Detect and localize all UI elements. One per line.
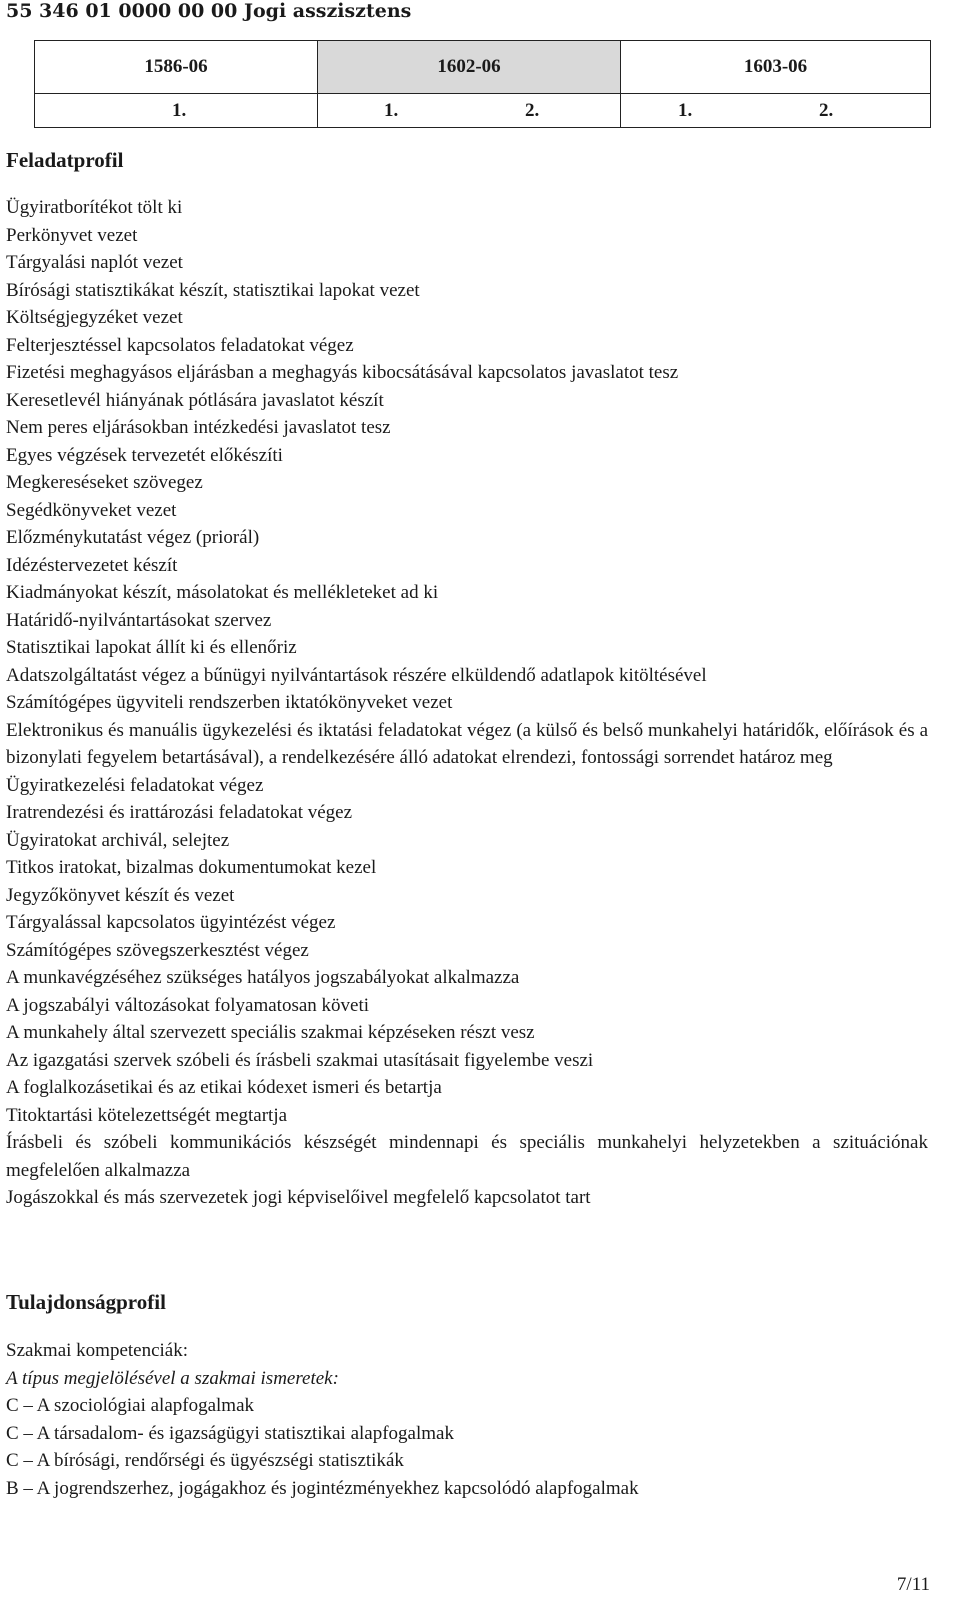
module-number-cell-1 <box>35 94 318 128</box>
module-number: 1. <box>678 100 693 121</box>
list-item: Költségjegyzéket vezet <box>6 307 183 328</box>
list-item: Egyes végzések tervezetét előkészíti <box>6 444 283 466</box>
list-item: Számítógépes szövegszerkesztést végez <box>6 939 309 961</box>
list-item: Jegyzőkönyvet készít és vezet <box>6 884 235 906</box>
list-item: Nem peres eljárásokban intézkedési javaslatot tesz <box>6 417 391 438</box>
module-number-cell-3 <box>621 94 931 128</box>
list-item: A munkavégzéséhez szükséges hatályos jogszabályokat alkalmazza <box>6 967 520 988</box>
list-item: C – A szociológiai alapfogalmak <box>6 1395 255 1416</box>
list-item: Előzménykutatást végez (priorál) <box>6 527 260 548</box>
list-item: C – A bírósági, rendőrségi és ügyészségi statisztikák <box>6 1450 404 1471</box>
module-code-1602-06: 1602-06 <box>318 41 621 94</box>
list-item: Megkereséseket szövegez <box>6 472 203 493</box>
list-item: C – A társadalom- és igazságügyi statisztikai alapfogalmak <box>6 1422 454 1444</box>
list-item: Határidő-nyilvántartásokat szervez <box>6 609 272 631</box>
page-number: 7/11 <box>896 1574 930 1595</box>
module-number: 2. <box>525 100 540 121</box>
module-number: 2. <box>819 100 834 121</box>
list-item: Iratrendezési és irattározási feladatokat végez <box>6 802 353 823</box>
module-number-row <box>35 94 931 128</box>
list-item: Fizetési meghagyásos eljárásban a meghagyás kibocsátásával kapcsolatos javaslatot tesz <box>6 362 679 383</box>
competence-type-note: A típus megjelölésével a szakmai ismeretek: <box>6 1367 339 1389</box>
list-item: Tárgyalási naplót vezet <box>6 252 183 273</box>
list-item: Titkos iratokat, bizalmas dokumentumokat kezel <box>6 857 377 878</box>
list-item: Írásbeli és szóbeli kommunikációs készségét mindennapi és speciális munkahelyi helyzetekben a szituációnak megfelelően alkalmazza <box>6 1132 928 1181</box>
list-item: A jogszabályi változásokat folyamatosan követi <box>6 994 370 1016</box>
module-table <box>34 40 931 128</box>
list-item: Statisztikai lapokat állít ki és ellenőriz <box>6 637 297 658</box>
list-item: Titoktartási kötelezettségét megtartja <box>6 1104 288 1126</box>
document-header-title: 55 346 01 0000 00 00 Jogi asszisztens <box>6 0 412 22</box>
list-item: Kiadmányokat készít, másolatokat és mellékleteket ad ki <box>6 582 439 603</box>
module-number: 1. <box>172 100 187 121</box>
list-item: B – A jogrendszerhez, jogágakhoz és jogintézményekhez kapcsolódó alapfogalmak <box>6 1477 639 1499</box>
list-item: Keresetlevél hiányának pótlására javaslatot készít <box>6 389 384 411</box>
tulajdonsagprofil-section <box>6 1337 928 1502</box>
list-item: Perkönyvet vezet <box>6 224 138 246</box>
list-item: Tárgyalással kapcsolatos ügyintézést végez <box>6 912 336 933</box>
feladatprofil-list <box>6 194 928 1212</box>
list-item: Az igazgatási szervek szóbeli és írásbeli szakmai utasításait figyelembe veszi <box>6 1049 594 1071</box>
list-item: Ügyiratkezelési feladatokat végez <box>6 774 264 796</box>
module-code-1586-06: 1586-06 <box>35 41 318 94</box>
module-code-row <box>35 41 931 94</box>
list-item: Felterjesztéssel kapcsolatos feladatokat végez <box>6 334 354 356</box>
list-item: Jogászokkal és más szervezetek jogi képviselőivel megfelelő kapcsolatot tart <box>6 1187 591 1208</box>
module-number-cell-2 <box>318 94 621 128</box>
list-item: Ügyiratokat archivál, selejtez <box>6 829 230 851</box>
module-code-1603-06: 1603-06 <box>621 41 931 94</box>
list-item: A foglalkozásetikai és az etikai kódexet ismeri és betartja <box>6 1077 442 1098</box>
list-item: Adatszolgáltatást végez a bűnügyi nyilvántartások részére elküldendő adatlapok kitöltésével <box>6 664 707 686</box>
competence-subtitle: Szakmai kompetenciák: <box>6 1340 189 1361</box>
feladatprofil-title: Feladatprofil <box>6 148 124 172</box>
list-item: Ügyiratborítékot tölt ki <box>6 197 183 218</box>
list-item: Számítógépes ügyviteli rendszerben iktatókönyveket vezet <box>6 692 453 713</box>
list-item: Segédkönyveket vezet <box>6 499 177 521</box>
module-number: 1. <box>384 100 399 121</box>
list-item: Elektronikus és manuális ügykezelési és iktatási feladatokat végez (a külső és belső munkahelyi határidők, előírások és a bizonylati fegyelem betartásával), a rendelkezésére álló adatokat elrendezi, fontossági sorrendet határoz meg <box>6 719 928 768</box>
tulajdonsagprofil-title: Tulajdonságprofil <box>6 1290 166 1314</box>
list-item: Bírósági statisztikákat készít, statisztikai lapokat vezet <box>6 279 420 301</box>
list-item: A munkahely által szervezett speciális szakmai képzéseken részt vesz <box>6 1022 535 1043</box>
list-item: Idézéstervezetet készít <box>6 554 178 576</box>
